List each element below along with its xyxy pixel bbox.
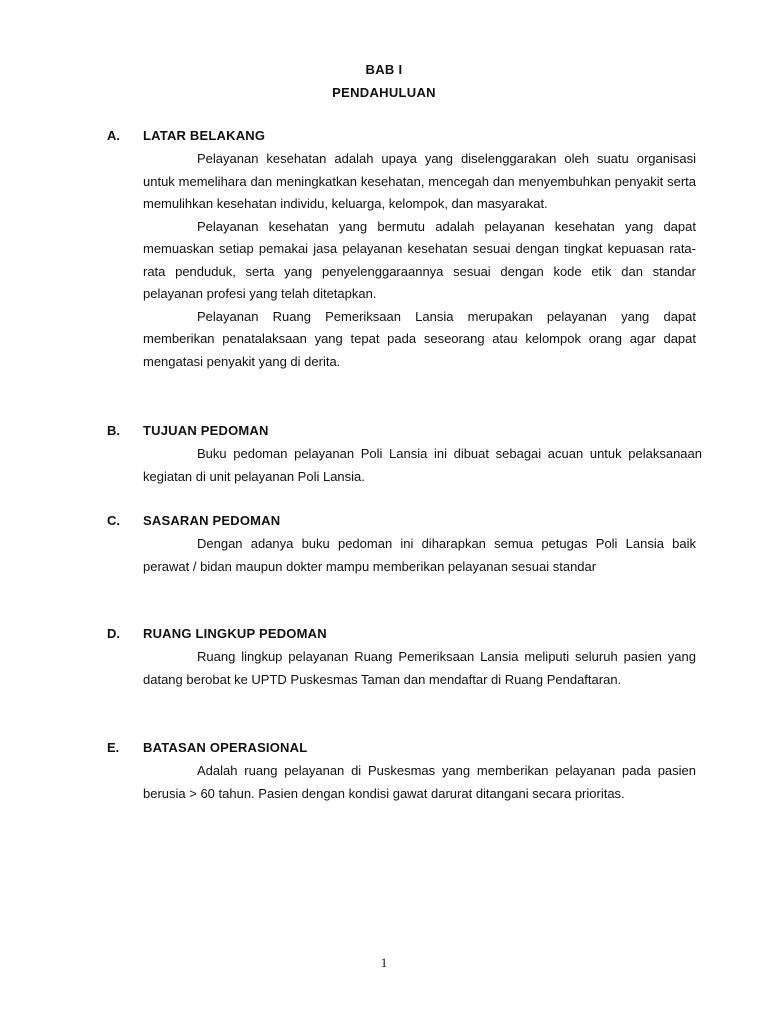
paragraph [143, 760, 696, 805]
section-letter: A. [107, 128, 120, 143]
paragraph-text: Pelayanan kesehatan adalah upaya yang diselenggarakan oleh suatu organisasi untuk memelihara dan meningkatkan kesehatan, mencegah dan menyembuhkan penyakit serta memulihkan kesehatan individu, keluarga, kelompok, dan masyarakat. [143, 151, 696, 211]
section-latar-belakang [0, 128, 768, 369]
paragraph-text: Pelayanan Ruang Pemeriksaan Lansia merupakan pelayanan yang dapat memberikan penatalaksaan yang tepat pada seseorang atau kelompok orang agar dapat mengatasi penyakit yang di derita. [143, 308, 696, 369]
section-body [0, 646, 768, 691]
section-tujuan-pedoman [0, 423, 768, 484]
section-body [0, 533, 768, 578]
section-title: LATAR BELAKANG [143, 128, 266, 143]
section-title: TUJUAN PEDOMAN [143, 423, 269, 438]
section-heading [0, 513, 768, 533]
section-body [0, 148, 768, 373]
paragraph [143, 306, 696, 374]
paragraph [143, 148, 696, 216]
section-letter: E. [107, 740, 120, 755]
section-heading [0, 740, 768, 760]
section-letter: B. [107, 423, 120, 438]
paragraph-text: Pelayanan kesehatan yang bermutu adalah pelayanan kesehatan yang dapat memuaskan setiap pemakai jasa pelayanan kesehatan sesuai dengan tingkat kepuasan rata-rata penduduk, serta yang penyelenggaraannya sesuai dengan kode etik dan standar pelayanan profesi yang telah ditetapkan. [143, 218, 696, 301]
section-heading [0, 423, 768, 443]
section-heading [0, 626, 768, 646]
paragraph-text: Buku pedoman pelayanan Poli Lansia ini dibuat sebagai acuan untuk pelaksanaan kegiatan di unit pelayanan Poli Lansia. [143, 446, 702, 484]
section-body [0, 760, 768, 805]
chapter-subtitle: PENDAHULUAN [332, 85, 436, 100]
paragraph-text: Ruang lingkup pelayanan Ruang Pemeriksaan Lansia meliputi seluruh pasien yang datang berobat ke UPTD Puskesmas Taman dan mendaftar di Ruang Pendaftaran. [143, 649, 696, 687]
paragraph-text: Adalah ruang pelayanan di Puskesmas yang memberikan pelayanan pada pasien berusia > 60 tahun. Pasien dengan kondisi gawat darurat ditangani secara prioritas. [143, 763, 696, 801]
section-batasan-operasional [0, 740, 768, 801]
section-title: RUANG LINGKUP PEDOMAN [143, 626, 327, 641]
section-title: BATASAN OPERASIONAL [143, 740, 308, 755]
section-body [0, 443, 768, 488]
section-sasaran-pedoman [0, 513, 768, 574]
section-heading [0, 128, 768, 148]
section-letter: D. [107, 626, 120, 641]
section-letter: C. [107, 513, 120, 528]
paragraph [143, 216, 696, 306]
chapter-title: BAB I [365, 62, 403, 77]
paragraph [143, 646, 696, 691]
page-number: 1 [380, 955, 388, 970]
section-title: SASARAN PEDOMAN [143, 513, 281, 528]
paragraph [143, 533, 696, 578]
paragraph-text: Dengan adanya buku pedoman ini diharapkan semua petugas Poli Lansia baik perawat / bidan maupun dokter mampu memberikan pelayanan sesuai standar [143, 536, 696, 574]
section-ruang-lingkup [0, 626, 768, 687]
paragraph [143, 443, 702, 488]
